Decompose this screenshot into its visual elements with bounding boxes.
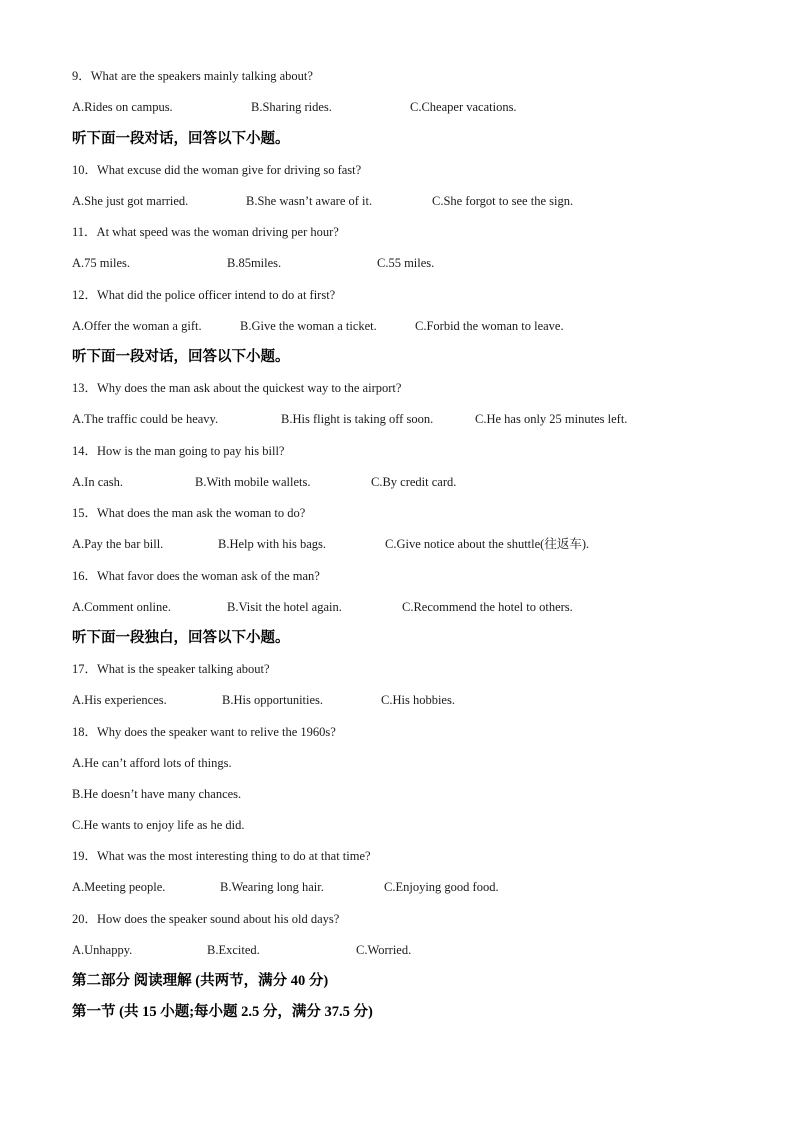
question-15-option-b: B.Help with his bags. <box>218 537 326 551</box>
question-19-option-b: B.Wearing long hair. <box>220 880 324 894</box>
question-11-option-b: B.85miles. <box>227 256 282 270</box>
instruction-dialogue-2: 听下面一段对话，回答以下小题。 <box>72 349 290 365</box>
question-20-option-b: B.Excited. <box>207 943 260 957</box>
question-12-option-a: A.Offer the woman a gift. <box>72 319 202 333</box>
question-19-option-a: A.Meeting people. <box>72 880 166 894</box>
question-13-option-b: B.His flight is taking off soon. <box>281 412 434 426</box>
instruction-monologue: 听下面一段独白，回答以下小题。 <box>72 630 290 646</box>
question-10-option-b: B.She wasn’t aware of it. <box>246 194 373 208</box>
question-16-option-a: A.Comment online. <box>72 600 171 614</box>
question-19-stem: 19．What was the most interesting thing to do at that time? <box>72 849 371 863</box>
question-10-stem: 10．What excuse did the woman give for driving so fast? <box>72 163 362 177</box>
question-14-option-a: A.In cash. <box>72 475 124 489</box>
question-17-option-a: A.His experiences. <box>72 693 167 707</box>
question-10-option-c: C.She forgot to see the sign. <box>432 194 574 208</box>
question-12-stem: 12．What did the police officer intend to do at first? <box>72 288 336 302</box>
question-12-option-c: C.Forbid the woman to leave. <box>415 319 564 333</box>
section-header-part-two: 第二部分 阅读理解 (共两节，满分 40 分) <box>72 973 329 989</box>
question-17-option-c: C.His hobbies. <box>381 693 455 707</box>
question-18-option-b: B.He doesn’t have many chances. <box>72 787 242 801</box>
question-15-option-c: C.Give notice about the shuttle(往返车). <box>385 537 590 551</box>
question-18-option-a: A.He can’t afford lots of things. <box>72 756 232 770</box>
question-14-stem: 14．How is the man going to pay his bill? <box>72 444 285 458</box>
question-11-option-a: A.75 miles. <box>72 256 130 270</box>
section-header-section-one: 第一节 (共 15 小题;每小题 2.5 分，满分 37.5 分) <box>72 1004 373 1020</box>
question-13-option-c: C.He has only 25 minutes left. <box>475 412 628 426</box>
question-10-option-a: A.She just got married. <box>72 194 189 208</box>
question-9-option-c: C.Cheaper vacations. <box>410 100 517 114</box>
question-14-option-b: B.With mobile wallets. <box>195 475 311 489</box>
question-13-stem: 13．Why does the man ask about the quickest way to the airport? <box>72 381 402 395</box>
question-17-stem: 17．What is the speaker talking about? <box>72 662 270 676</box>
question-16-stem: 16．What favor does the woman ask of the man? <box>72 569 320 583</box>
question-13-option-a: A.The traffic could be heavy. <box>72 412 219 426</box>
question-20-option-c: C.Worried. <box>356 943 412 957</box>
question-17-option-b: B.His opportunities. <box>222 693 324 707</box>
question-20-option-a: A.Unhappy. <box>72 943 133 957</box>
question-11-option-c: C.55 miles. <box>377 256 435 270</box>
question-20-stem: 20．How does the speaker sound about his old days? <box>72 912 340 926</box>
question-9-stem: 9．What are the speakers mainly talking about? <box>72 69 313 83</box>
question-18-option-c: C.He wants to enjoy life as he did. <box>72 818 245 832</box>
question-19-option-c: C.Enjoying good food. <box>384 880 499 894</box>
question-11-stem: 11．At what speed was the woman driving per hour? <box>72 225 339 239</box>
question-18-stem: 18．Why does the speaker want to relive the 1960s? <box>72 725 336 739</box>
question-12-option-b: B.Give the woman a ticket. <box>240 319 377 333</box>
question-14-option-c: C.By credit card. <box>371 475 457 489</box>
question-9-option-b: B.Sharing rides. <box>251 100 332 114</box>
question-16-option-b: B.Visit the hotel again. <box>227 600 342 614</box>
instruction-dialogue-1: 听下面一段对话，回答以下小题。 <box>72 131 290 147</box>
question-16-option-c: C.Recommend the hotel to others. <box>402 600 573 614</box>
question-15-option-a: A.Pay the bar bill. <box>72 537 164 551</box>
question-15-stem: 15．What does the man ask the woman to do? <box>72 506 306 520</box>
question-9-option-a: A.Rides on campus. <box>72 100 173 114</box>
